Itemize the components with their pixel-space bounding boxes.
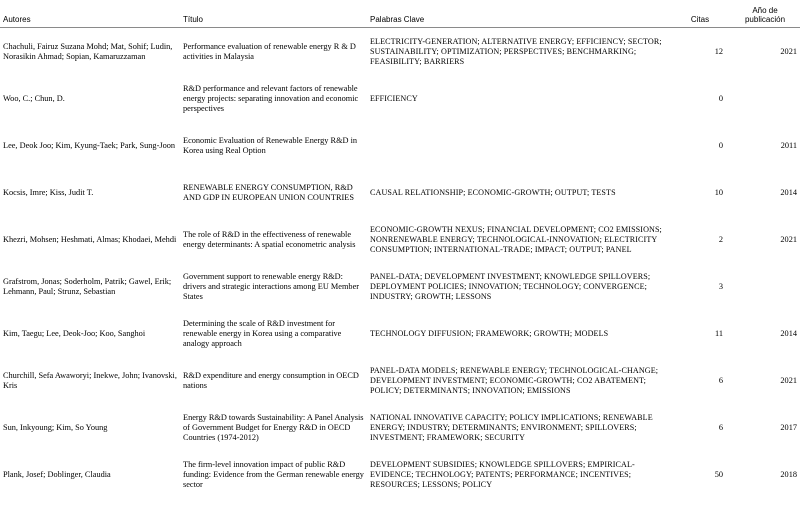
cell-citas: 0: [718, 93, 723, 103]
table-row: [0, 451, 800, 498]
cell-autores: Kocsis, Imre; Kiss, Judit T.: [3, 187, 94, 197]
cell-palabras-clave: TECHNOLOGY DIFFUSION; FRAMEWORK; GROWTH; MODELS: [370, 328, 609, 338]
header-row: [0, 0, 800, 28]
cell-anio: 2021: [780, 46, 797, 56]
cell-citas: 12: [714, 46, 723, 56]
cell-citas: 50: [714, 469, 723, 479]
table-row: [0, 28, 800, 76]
cell-citas: 2: [718, 234, 723, 244]
table-row: [0, 404, 800, 451]
table-row: [0, 357, 800, 404]
cell-anio: [730, 263, 800, 310]
table-row: [0, 263, 800, 310]
cell-palabras-clave: EFFICIENCY: [370, 93, 418, 103]
cell-titulo: R&D performance and relevant factors of renewable energy projects: separating innovation and economic perspectives: [183, 83, 359, 113]
cell-citas: 6: [718, 375, 723, 385]
header-citas: Citas: [670, 0, 730, 28]
table-row: [0, 75, 800, 122]
cell-autores: Woo, C.; Chun, D.: [3, 93, 65, 103]
cell-autores: Kim, Taegu; Lee, Deok-Joo; Koo, Sanghoi: [3, 328, 146, 338]
cell-anio: 2011: [780, 140, 797, 150]
cell-autores: Lee, Deok Joo; Kim, Kyung-Taek; Park, Sung-Joon: [3, 140, 176, 150]
cell-titulo: The role of R&D in the effectiveness of renewable energy determinants: A spatial econometric analysis: [183, 229, 356, 249]
cell-palabras-clave: DEVELOPMENT SUBSIDIES; KNOWLEDGE SPILLOVERS; EMPIRICAL-EVIDENCE; TECHNOLOGY; PATENTS; PERFORMANCE; INCENTIVES; RESOURCES; LESSONS; POLICY: [370, 459, 635, 489]
cell-palabras-clave: PANEL-DATA; DEVELOPMENT INVESTMENT; KNOWLEDGE SPILLOVERS; DEPLOYMENT POLICIES; INNOVATION; TECHNOLOGY; CONVERGENCE; INDUSTRY; GROWTH; LESSONS: [370, 271, 651, 301]
cell-titulo: Determining the scale of R&D investment for renewable energy in Korea using a comparative analogy approach: [183, 318, 342, 348]
cell-autores: Khezri, Mohsen; Heshmati, Almas; Khodaei, Mehdi: [3, 234, 177, 244]
cell-citas: 3: [718, 281, 723, 291]
cell-anio: 2014: [780, 187, 797, 197]
cell-anio: 2018: [780, 469, 797, 479]
table-row: [0, 169, 800, 216]
cell-anio: 2014: [780, 328, 797, 338]
cell-anio: 2021: [780, 234, 797, 244]
cell-anio: [730, 75, 800, 122]
cell-palabras-clave: ECONOMIC-GROWTH NEXUS; FINANCIAL DEVELOPMENT; CO2 EMISSIONS; NONRENEWABLE ENERGY; TECHNOLOGICAL-INNOVATION; ELECTRICITY CONSUMPTION; INTERNATIONAL-TRADE; IMPACT; OUTPUT; PANEL: [370, 224, 662, 254]
cell-citas: 6: [718, 422, 723, 432]
cell-titulo: Energy R&D towards Sustainability: A Panel Analysis of Government Budget for Energy R&D in OECD Countries (1974-2012): [183, 412, 364, 442]
cell-titulo: Government support to renewable energy R&D: drivers and strategic interactions among EU Member States: [183, 271, 360, 301]
cell-citas: 10: [714, 187, 723, 197]
cell-citas: 11: [715, 328, 723, 338]
cell-autores: Plank, Josef; Doblinger, Claudia: [3, 469, 111, 479]
header-palabras-clave: Palabras Clave: [367, 0, 670, 28]
table-header: [0, 0, 800, 28]
cell-titulo: The firm-level innovation impact of public R&D funding: Evidence from the German renewable energy sector: [183, 459, 364, 489]
cell-autores: Chachuli, Fairuz Suzana Mohd; Mat, Sohif; Ludin, Norasikin Ahmad; Sopian, Kamaruzzaman: [3, 41, 173, 61]
cell-palabras-clave: PANEL-DATA MODELS; RENEWABLE ENERGY; TECHNOLOGICAL-CHANGE; DEVELOPMENT INVESTMENT; ECONOMIC-GROWTH; CO2 ABATEMENT; POLICY; DETERMINANTS; INNOVATION; EMISSIONS: [370, 365, 659, 395]
cell-autores: Grafstrom, Jonas; Soderholm, Patrik; Gawel, Erik; Lehmann, Paul; Strunz, Sebastian: [3, 276, 172, 296]
cell-palabras-clave: [367, 122, 670, 169]
cell-autores: Churchill, Sefa Awaworyi; Inekwe, John; Ivanovski, Kris: [3, 370, 177, 390]
cell-titulo: Economic Evaluation of Renewable Energy R&D in Korea using Real Option: [183, 135, 358, 155]
cell-palabras-clave: CAUSAL RELATIONSHIP; ECONOMIC-GROWTH; OUTPUT; TESTS: [370, 187, 616, 197]
table-row: [0, 310, 800, 357]
cell-titulo: R&D expenditure and energy consumption in OECD nations: [183, 370, 359, 390]
cell-palabras-clave: ELECTRICITY-GENERATION; ALTERNATIVE ENERGY; EFFICIENCY; SECTOR; SUSTAINABILITY; OPTIMIZATION; PERSPECTIVES; BENCHMARKING; FEASIBILITY; BARRIERS: [370, 36, 662, 66]
cell-palabras-clave: NATIONAL INNOVATIVE CAPACITY; POLICY IMPLICATIONS; RENEWABLE ENERGY; INDUSTRY; DETERMINANTS; ENVIRONMENT; SPILLOVERS; INVESTMENT; FRAMEWORK; SECURITY: [370, 412, 653, 442]
header-titulo: Título: [180, 0, 367, 28]
cell-anio: 2017: [780, 422, 797, 432]
table-row: [0, 216, 800, 263]
cell-anio: 2021: [780, 375, 797, 385]
header-anio: Año de publicación: [730, 0, 800, 28]
table-body: [0, 28, 800, 499]
cell-citas: 0: [718, 140, 723, 150]
cell-titulo: RENEWABLE ENERGY CONSUMPTION, R&D AND GDP IN EUROPEAN UNION COUNTRIES: [183, 182, 354, 202]
header-autores: Autores: [0, 0, 180, 28]
cell-autores: Sun, Inkyoung; Kim, So Young: [3, 422, 108, 432]
table-row: [0, 122, 800, 169]
cell-titulo: Performance evaluation of renewable energy R & D activities in Malaysia: [183, 41, 356, 61]
